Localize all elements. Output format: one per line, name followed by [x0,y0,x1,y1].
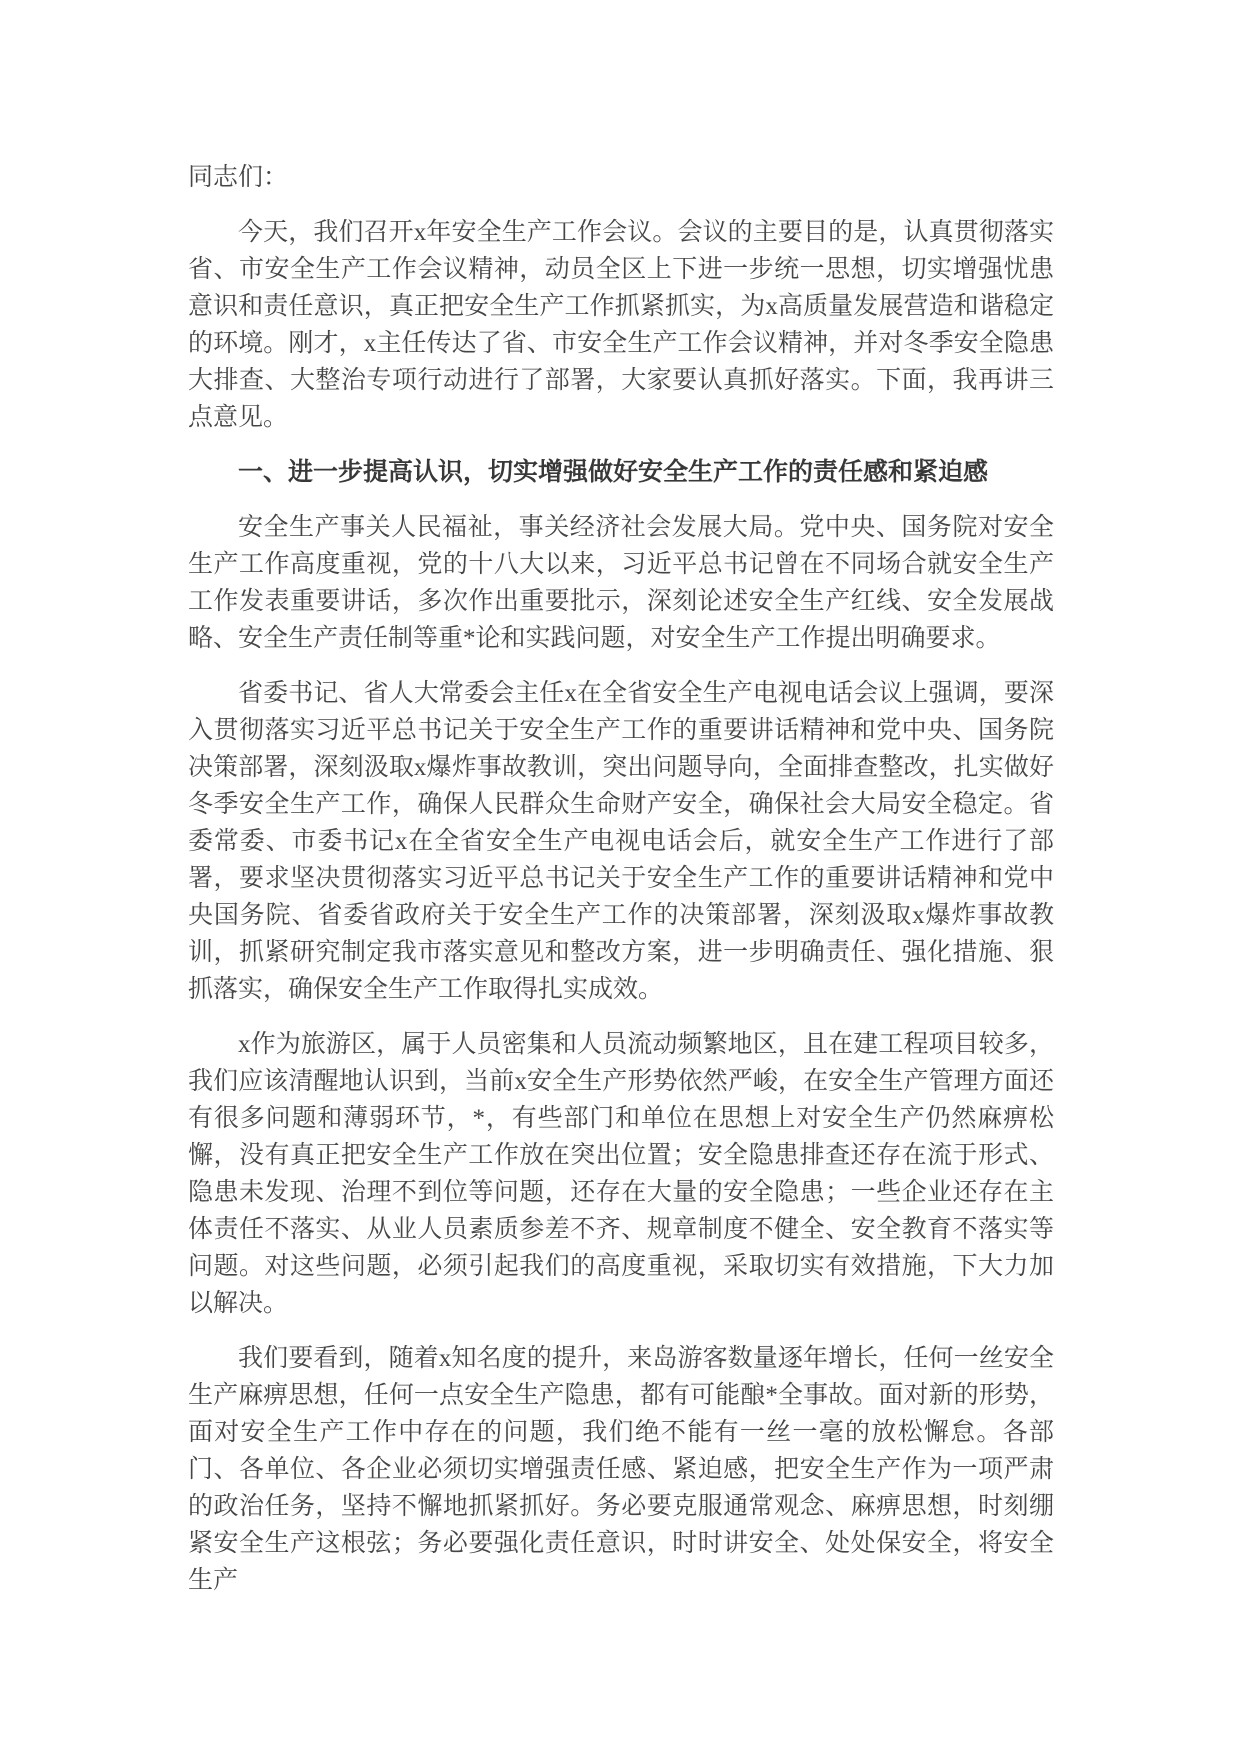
section-1-heading: 一、进一步提高认识，切实增强做好安全生产工作的责任感和紧迫感 [238,459,989,486]
section-1-paragraph-1: 安全生产事关人民福祉，事关经济社会发展大局。党中央、国务院对安全生产工作高度重视，党的十八大以来，习近平总书记曾在不同场合就安全生产工作发表重要讲话，多次作出重要批示，深刻论述安全生产红线、安全发展战略、安全生产责任制等重*论和实践问题，对安全生产工作提出明确要求。 [188,514,1054,652]
intro-paragraph: 今天，我们召开x年安全生产工作会议。会议的主要目的是，认真贯彻落实省、市安全生产工作会议精神，动员全区上下进一步统一思想，切实增强忧患意识和责任意识，真正把安全生产工作抓紧抓实，为x高质量发展营造和谐稳定的环境。刚才，x主任传达了省、市安全生产工作会议精神，并对冬季安全隐患大排查、大整治专项行动进行了部署，大家要认真抓好落实。下面，我再讲三点意见。 [188,219,1054,431]
section-1-paragraph-3: x作为旅游区，属于人员密集和人员流动频繁地区，且在建工程项目较多，我们应该清醒地认识到，当前x安全生产形势依然严峻，在安全生产管理方面还有很多问题和薄弱环节，*，有些部门和单位在思想上对安全生产仍然麻痹松懈，没有真正把安全生产工作放在突出位置；安全隐患排查还存在流于形式、隐患未发现、治理不到位等问题，还存在大量的安全隐患；一些企业还存在主体责任不落实、从业人员素质参差不齐、规章制度不健全、安全教育不落实等问题。对这些问题，必须引起我们的高度重视，采取切实有效措施，下大力加以解决。 [188,1031,1054,1317]
section-1-paragraph-2: 省委书记、省人大常委会主任x在全省安全生产电视电话会议上强调，要深入贯彻落实习近平总书记关于安全生产工作的重要讲话精神和党中央、国务院决策部署，深刻汲取x爆炸事故教训，突出问题导向，全面排查整改，扎实做好冬季安全生产工作，确保人民群众生命财产安全，确保社会大局安全稳定。省委常委、市委书记x在全省安全生产电视电话会后，就安全生产工作进行了部署，要求坚决贯彻落实习近平总书记关于安全生产工作的重要讲话精神和党中央国务院、省委省政府关于安全生产工作的决策部署，深刻汲取x爆炸事故教训，抓紧研究制定我市落实意见和整改方案，进一步明确责任、强化措施、狠抓落实，确保安全生产工作取得扎实成效。 [188,680,1054,1003]
salutation: 同志们： [188,164,289,191]
section-1-paragraph-4: 我们要看到，随着x知名度的提升，来岛游客数量逐年增长，任何一丝安全生产麻痹思想，任何一点安全生产隐患，都有可能酿*全事故。面对新的形势，面对安全生产工作中存在的问题，我们绝不能有一丝一毫的放松懈怠。各部门、各单位、各企业必须切实增强责任感、紧迫感，把安全生产作为一项严肃的政治任务，坚持不懈地抓紧抓好。务必要克服通常观念、麻痹思想，时刻绷紧安全生产这根弦；务必要强化责任意识，时时讲安全、处处保安全，将安全生产 [188,1345,1054,1594]
